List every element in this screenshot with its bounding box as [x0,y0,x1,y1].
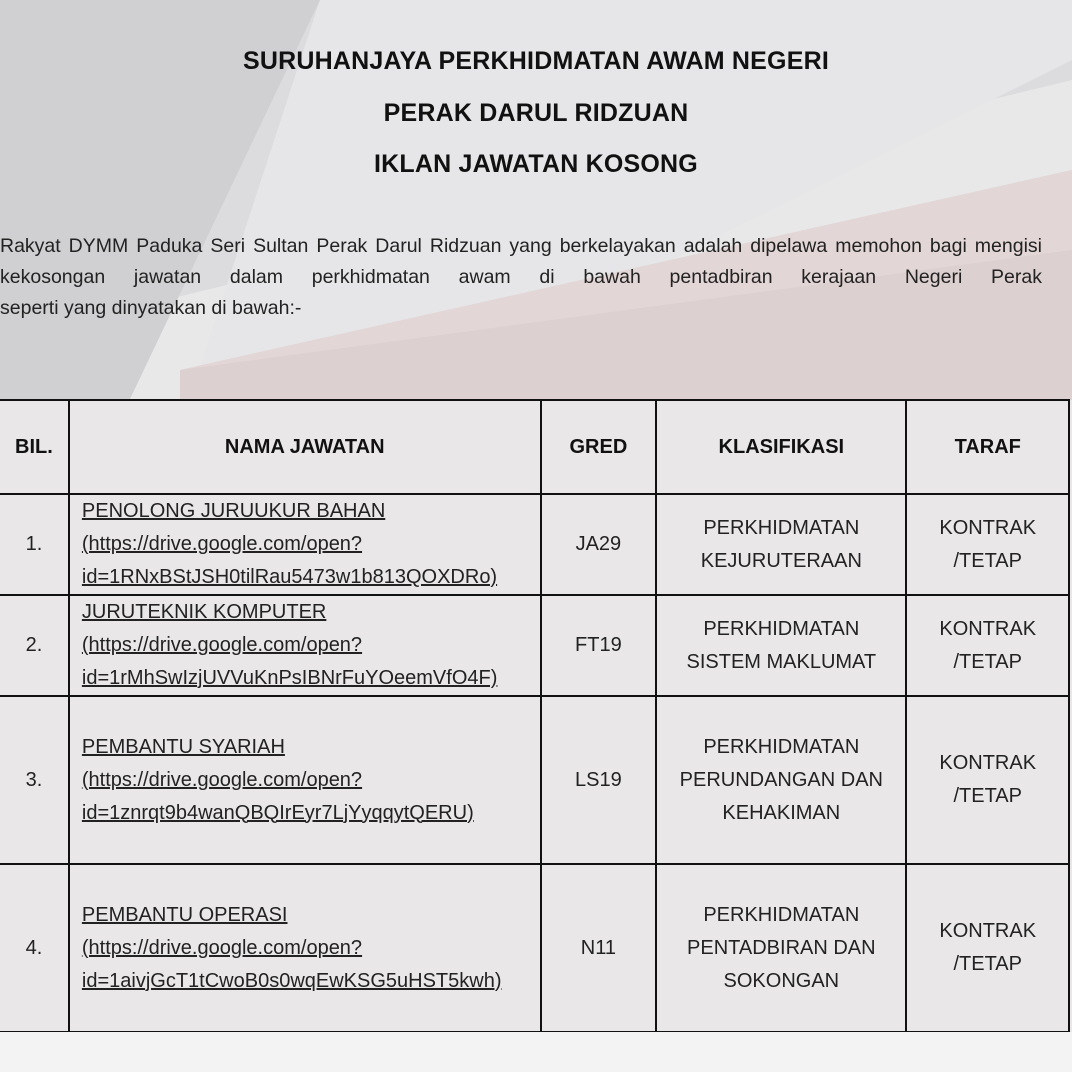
row-number: 4. [0,864,69,1032]
job-link[interactable] [69,494,541,595]
table-row [0,696,1069,864]
job-url-part1[interactable]: (https://drive.google.com/open? [81,936,363,959]
job-url-part2[interactable]: id=1aivjGcT1tCwoB0s0wqEwKSG5uHST5kwh) [81,969,502,992]
job-grade: FT19 [541,595,657,696]
header-nama-jawatan: NAMA JAWATAN [69,400,541,494]
job-status [906,696,1069,864]
classification-line: SOKONGAN [723,969,840,992]
job-classification [656,595,906,696]
job-url-part1[interactable]: (https://drive.google.com/open? [81,768,363,791]
status-line: /TETAP [953,785,1022,807]
job-title[interactable]: PENOLONG JURUUKUR BAHAN [81,500,386,522]
header-bil: BIL. [0,400,69,494]
classification-line: PERUNDANGAN DAN [679,768,883,791]
classification-line: PERKHIDMATAN [703,903,860,926]
intro-paragraph [0,231,1042,324]
status-line: KONTRAK [939,920,1037,942]
table-row [0,595,1069,696]
job-status [906,494,1069,595]
job-grade: N11 [541,864,657,1032]
classification-line: PERKHIDMATAN [703,617,860,640]
job-url-part1[interactable]: (https://drive.google.com/open? [81,533,363,555]
job-classification [656,864,906,1032]
job-classification [656,696,906,864]
job-status [906,595,1069,696]
job-url-part1[interactable]: (https://drive.google.com/open? [81,634,363,656]
footer-band [0,1032,1072,1072]
job-title[interactable]: PEMBANTU SYARIAH [81,735,285,758]
classification-line: PERKHIDMATAN [703,516,860,539]
status-line: KONTRAK [939,516,1037,539]
status-line: KONTRAK [939,752,1037,774]
classification-line: PENTADBIRAN DAN [687,936,876,959]
job-url-part2[interactable]: id=1rMhSwIzjUVVuKnPsIBNrFuYOeemVfO4F) [81,667,498,689]
page-heading: IKLAN JAWATAN KOSONG [374,150,698,178]
table-header-row [0,400,1069,494]
job-url-part2[interactable]: id=1RNxBStJSH0tilRau5473w1b813QOXDRo) [81,566,498,588]
classification-line: KEJURUTERAAN [700,549,862,572]
vacancy-table [0,399,1070,1033]
row-number: 2. [0,595,69,696]
status-line: KONTRAK [939,617,1037,640]
status-line: /TETAP [953,650,1022,673]
job-grade: LS19 [541,696,657,864]
status-line: /TETAP [953,953,1022,975]
classification-line: SISTEM MAKLUMAT [686,650,877,673]
header-klasifikasi: KLASIFIKASI [656,400,906,494]
job-link[interactable] [69,864,541,1032]
job-status [906,864,1069,1032]
classification-line: KEHAKIMAN [722,801,841,824]
table-row [0,864,1069,1032]
job-title[interactable]: PEMBANTU OPERASI [81,903,288,926]
row-number: 3. [0,696,69,864]
header-taraf: TARAF [906,400,1069,494]
job-url-part2[interactable]: id=1znrqt9b4wanQBQIrEyr7LjYyqqytQERU) [81,801,474,824]
job-link[interactable] [69,696,541,864]
job-classification [656,494,906,595]
row-number: 1. [0,494,69,595]
classification-line: PERKHIDMATAN [703,735,860,758]
header-gred: GRED [541,400,657,494]
job-title[interactable]: JURUTEKNIK KOMPUTER [81,601,327,623]
status-line: /TETAP [953,549,1022,572]
intro-text-end: seperti yang dinyatakan di bawah:- [0,297,302,319]
job-link[interactable] [69,595,541,696]
intro-text: Rakyat DYMM Paduka Seri Sultan Perak Darul Ridzuan yang berkelayakan adalah dipelawa memohon bagi mengisi kekosongan jawatan dalam perkhidmatan awam di bawah pentadbiran kerajaan Negeri Perak [0,235,1042,288]
job-grade: JA29 [541,494,657,595]
table-row [0,494,1069,595]
page-subtitle: PERAK DARUL RIDZUAN [383,99,689,127]
page-title: SURUHANJAYA PERKHIDMATAN AWAM NEGERI [243,47,829,75]
